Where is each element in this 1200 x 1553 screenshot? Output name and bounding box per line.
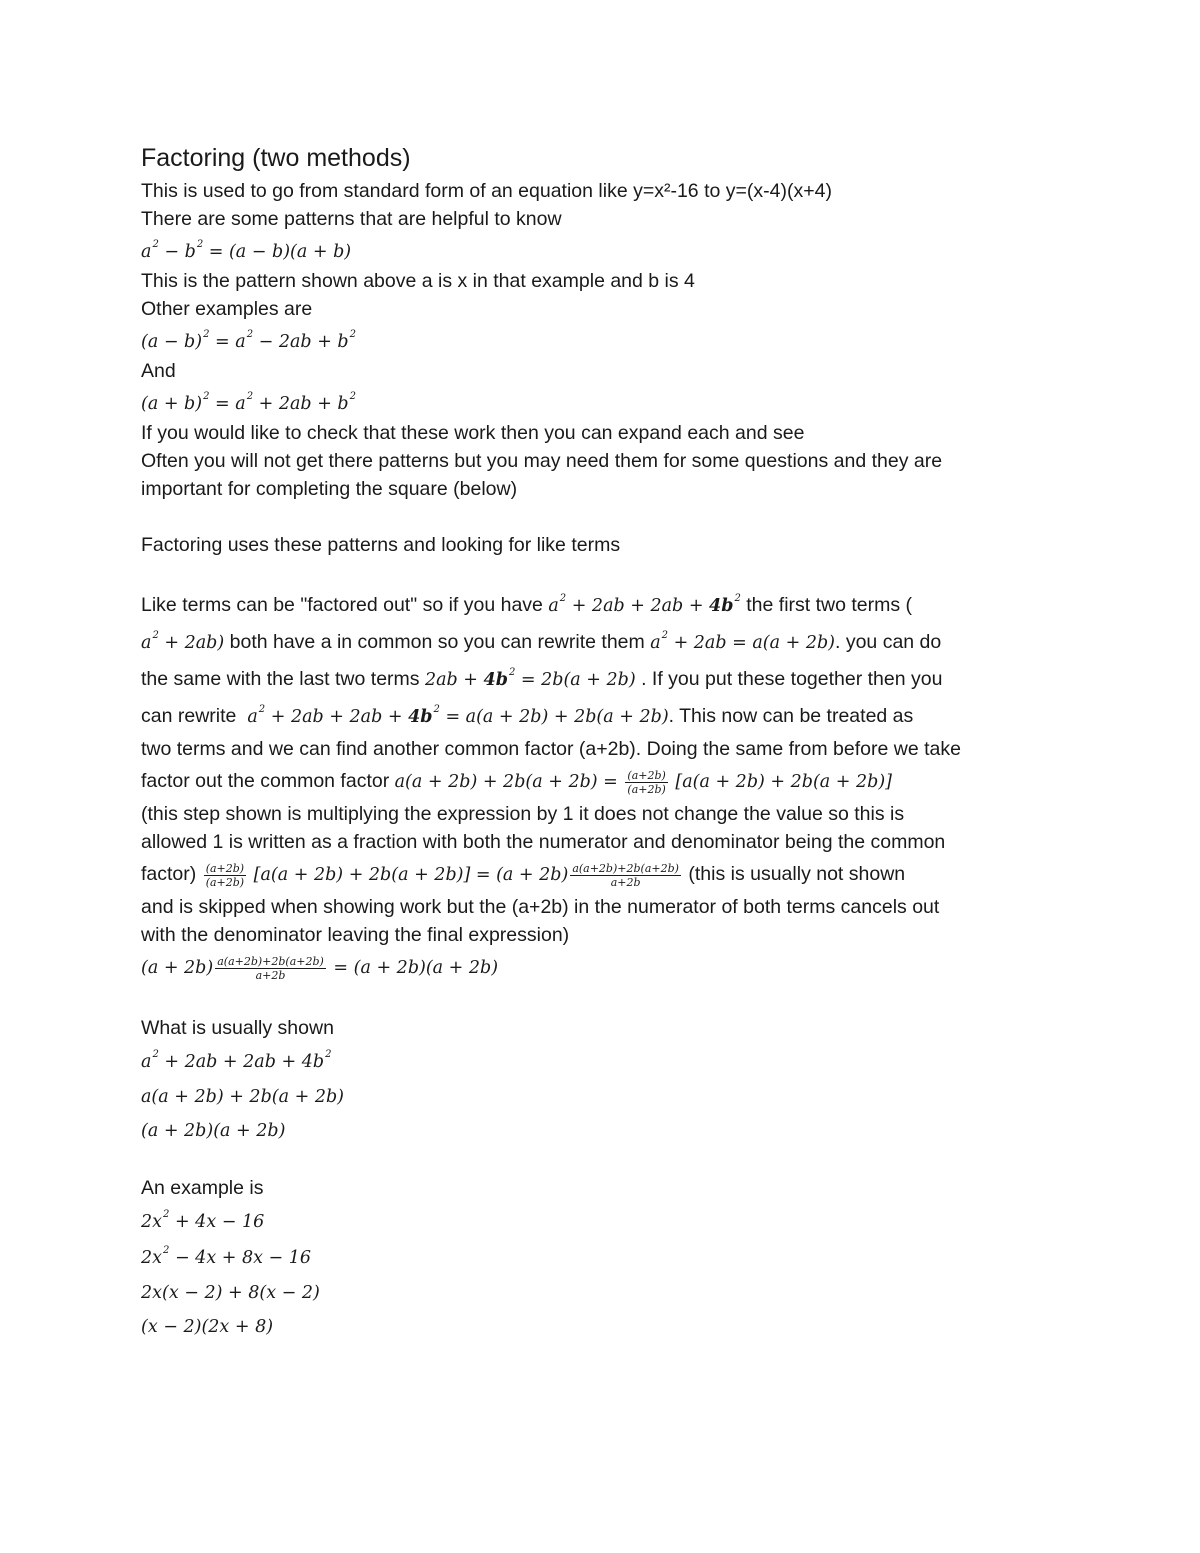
skipped-line-2: with the denominator leaving the final expression) xyxy=(141,924,570,946)
fraction-expanded: $\frac{a(a+2b)+2b(a+2b)}{a+2b}$ xyxy=(572,862,679,889)
pattern-square-of-difference: $(a - b)^2 = a^2 - 2ab + b^2$ xyxy=(141,329,357,352)
pattern-note: This is the pattern shown above a is x in that example and b is 4 xyxy=(141,270,695,292)
example-label: An example is xyxy=(141,1177,264,1199)
page-title: Factoring (two methods) xyxy=(141,144,411,172)
often-line-1: Often you will not get there patterns but you may need them for some questions and they are xyxy=(141,450,943,472)
usually-shown-label: What is usually shown xyxy=(141,1017,334,1039)
intro-line-1: This is used to go from standard form of an equation like y=x²-16 to y=(x-4)(x+4) xyxy=(141,180,832,202)
two-terms-line: two terms and we can find another common factor (a+2b). Doing the same from before we take xyxy=(141,738,961,760)
example-step-4: (x − 2)(2x + 8) xyxy=(141,1317,274,1337)
intro-line-2: There are some patterns that are helpful to know xyxy=(141,208,562,230)
both-have-line: $a^2 + 2ab$) both have a in common so you can rewrite them $a^2 + 2ab = a(a + 2b)$. you can do xyxy=(141,630,942,653)
often-line-2: important for completing the square (below) xyxy=(141,478,518,500)
factor-fraction-line: factor) $\frac{(a+2b)}{(a+2b)}$ [a(a + 2b) + 2b(a + 2b)] = (a + 2b) $\frac{a(a+2b)+2b(a+2b)}{a+2b}$ (this is usually not shown xyxy=(141,862,906,889)
skipped-line-1: and is skipped when showing work but the (a+2b) in the numerator of both terms cancels out xyxy=(141,896,940,918)
example-step-2: $2x^2 - 4x + 8x - 16$ xyxy=(141,1245,312,1268)
pattern-square-of-sum: $(a + b)^2 = a^2 + 2ab + b^2$ xyxy=(141,391,357,414)
final-expression-line: (a + 2b) $\frac{a(a+2b)+2b(a+2b)}{a+2b}$ = (a + 2b)(a + 2b) xyxy=(141,955,499,982)
fraction-expanded-2: $\frac{a(a+2b)+2b(a+2b)}{a+2b}$ xyxy=(217,955,324,982)
this-step-line-2: allowed 1 is written as a fraction with both the numerator and denominator being the common xyxy=(141,831,946,853)
fraction-common-factor-2: $\frac{(a+2b)}{(a+2b)}$ xyxy=(205,862,245,889)
check-note: If you would like to check that these work then you can expand each and see xyxy=(141,422,805,444)
example-step-1: $2x^2 + 4x - 16$ xyxy=(141,1209,265,1232)
like-terms-line: Like terms can be "factored out" so if you have $a^2 + 2ab + 2ab + 4b^2$ the first two terms ( xyxy=(141,593,913,616)
factor-out-line: factor out the common factor a(a + 2b) + 2b(a + 2b) = $\frac{(a+2b)}{(a+2b)}$ [a(a + 2b) + 2b(a + 2b)] xyxy=(141,769,893,796)
example-step-3: 2x(x − 2) + 8(x − 2) xyxy=(141,1283,320,1303)
same-with-line: the same with the last two terms $2ab + 4b^2 = 2b(a + 2b)$ . If you put these together then you xyxy=(141,667,943,690)
other-examples-label: Other examples are xyxy=(141,298,313,320)
factoring-uses-line: Factoring uses these patterns and looking for like terms xyxy=(141,534,621,556)
and-label: And xyxy=(141,360,176,382)
can-rewrite-line: can rewrite $a^2 + 2ab + 2ab + 4b^2 = a(a + 2b) + 2b(a + 2b)$. This now can be treated as xyxy=(141,704,914,727)
document-page xyxy=(141,143,1061,1342)
this-step-line-1: (this step shown is multiplying the expression by 1 it does not change the value so this is xyxy=(141,803,905,825)
usually-shown-step-2: a(a + 2b) + 2b(a + 2b) xyxy=(141,1087,344,1107)
usually-shown-step-3: (a + 2b)(a + 2b) xyxy=(141,1121,286,1141)
usually-shown-step-1: $a^2 + 2ab + 2ab + 4b^2$ xyxy=(141,1049,332,1072)
pattern-difference-of-squares: $a^2 - b^2 = (a - b)(a + b)$ xyxy=(141,239,352,262)
fraction-common-factor: $\frac{(a+2b)}{(a+2b)}$ xyxy=(627,769,666,796)
